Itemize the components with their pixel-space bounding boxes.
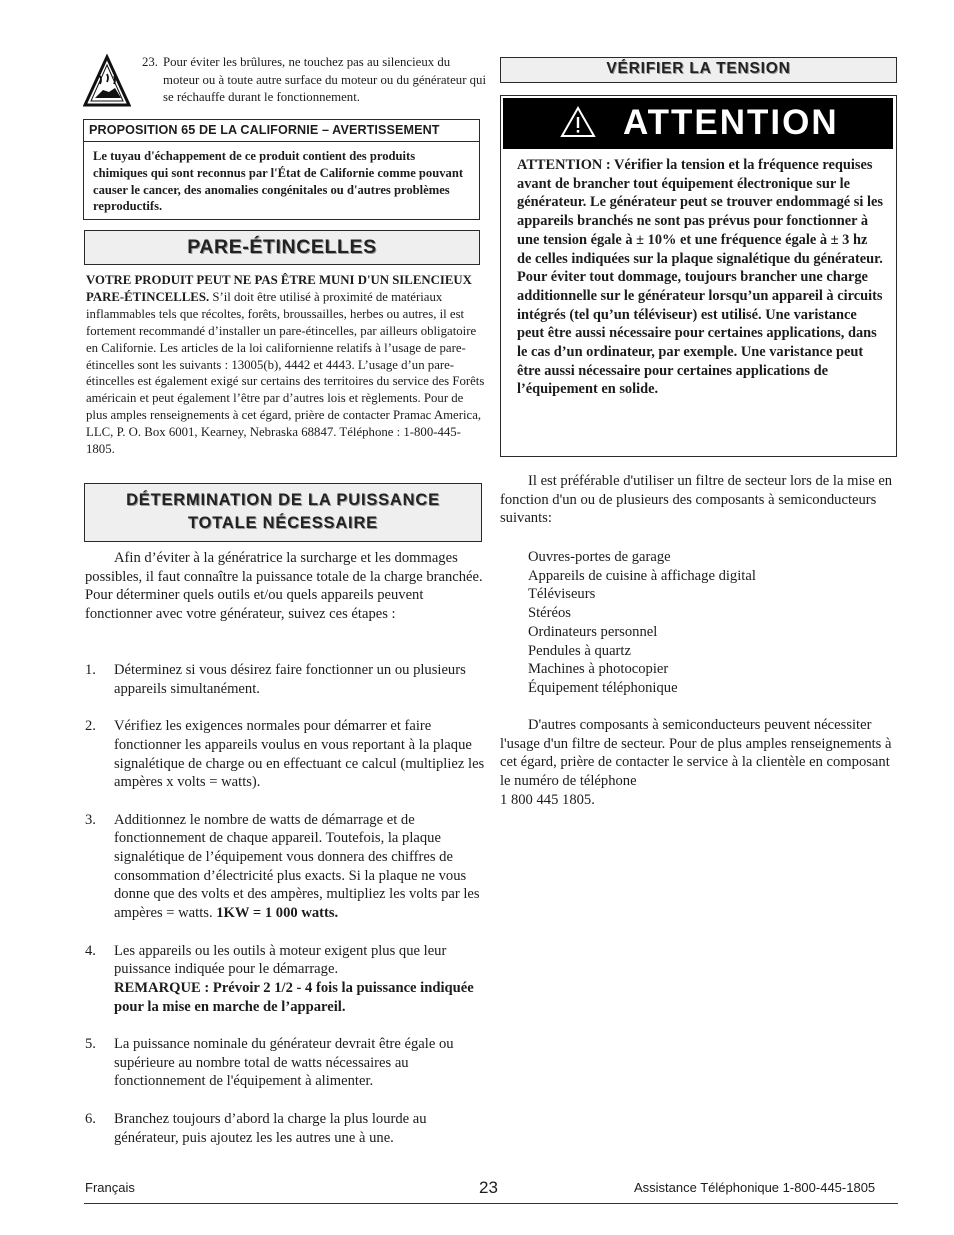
verifier-tension-heading: VÉRIFIER LA TENSION	[500, 57, 897, 83]
step-number: 6.	[85, 1110, 96, 1127]
list-item	[85, 1035, 485, 1091]
step-text: La puissance nominale du générateur devrait être égale ou supérieure au nombre total de watts nécessaires au fonctionnement de l'équipement à alimenter.	[114, 1036, 454, 1090]
attention-body: ATTENTION : Vérifier la tension et la fréquence requises avant de brancher tout équipement électronique sur le générateur. Le générateur peut se trouver endommagé si les appareils branchés ne sont pas prévus pour fonctionner à une tension égale à ± 10% et une fréquence égale à ± 3 hz de celles indiquées sur la plaque signalétique du générateur. Pour éviter tout dommage, toujours brancher une charge additionnelle sur le générateur lorsqu’un appareil à circuits intégrés (tel qu’un téléviseur) est utilisé. Une varistance peut être aussi nécessaire pour certaines applications, dans le cas d’un ordinateur, par exemple. Une varistance peut être aussi nécessaire pour certaines applications de l’équipement en solide.	[517, 157, 883, 398]
phone-number: 1 800 445 1805.	[500, 791, 595, 808]
puissance-heading	[84, 483, 482, 542]
step-note: REMARQUE : Prévoir 2 1/2 - 4 fois la puissance indiquée pour la mise en marche de l’appareil.	[114, 979, 474, 1015]
item-number: 23.	[142, 55, 158, 69]
other-components-text: D'autres composants à semiconducteurs peuvent nécessiter l'usage d'un filtre de secteur. Pour de plus amples renseignements à cet égard, prière de contacter le service à la clientèle en composant le numéro de téléphone	[500, 717, 892, 790]
footer-language: Français	[85, 1180, 135, 1195]
other-components-paragraph	[500, 716, 895, 810]
attention-title: ATTENTION	[623, 103, 839, 142]
list-item: Pendules à quartz	[528, 642, 631, 659]
puissance-heading-line2: TOTALE NÉCESSAIRE	[188, 514, 378, 532]
warning-triangle-icon	[560, 106, 596, 138]
step-number: 1.	[85, 662, 96, 678]
list-item: Appareils de cuisine à affichage digital	[528, 567, 756, 584]
list-item	[85, 1110, 485, 1147]
puissance-heading-line1: DÉTERMINATION DE LA PUISSANCE	[126, 491, 440, 509]
filter-paragraph: Il est préférable d'utiliser un filtre de secteur lors de la mise en fonction d'un ou de plusieurs des composants à semiconducteurs suivants:	[500, 473, 893, 527]
list-item: Téléviseurs	[528, 586, 596, 603]
prop65-warning-box	[83, 119, 480, 220]
step-number: 2.	[85, 718, 96, 735]
prop65-heading: PROPOSITION 65 DE LA CALIFORNIE – AVERTISSEMENT	[84, 120, 479, 142]
pare-body-text: S’il doit être utilisé à proximité de matériaux inflammables tels que récoltes, forêts, broussailles, herbes ou autres, il est fortement recommandé d’installer un pare-étincelles, par ailleurs obligatoire en Californie. Les articles de la loi californienne relatifs à l’usage de pare-étincelles sont les suivants : 13005(b), 4442 et 4443. L’usage d’un pare-étincelles est également exigé sur certains des territoires du service des Forêts américain et peut également l’être par d’autres lois et règlements. Pour de plus amples renseignements à cet égard, prière de contacter Pramac America, LLC, P. O. Box 6001, Kearney, Nebraska 68847. Téléphone : 1-800-445-1805.	[86, 289, 485, 457]
page-number: 23	[479, 1178, 498, 1197]
list-item	[85, 661, 485, 698]
item-text: Pour éviter les brûlures, ne touchez pas au silencieux du moteur ou à toute autre surface du moteur ou du générateur qui se réchauffe durant le fonctionnement.	[163, 55, 487, 104]
step-text: Les appareils ou les outils à moteur exigent plus que leur puissance indiquée pour le démarrage.	[114, 942, 447, 978]
pare-bold-lead: VOTRE PRODUIT PEUT NE PAS ÊTRE MUNI D'UN SILENCIEUX PARE-ÉTINCELLES.	[86, 273, 472, 304]
hot-surface-warning-icon	[83, 54, 131, 108]
prop65-body: Le tuyau d'échappement de ce produit contient des produits chimiques qui sont reconnus par l'État de Californie comme pouvant causer le cancer, des anomalies congénitales ou d'autres problèmes reproductifs.	[93, 149, 464, 214]
steps-list	[85, 661, 485, 1166]
list-item: Ouvres-portes de garage	[528, 549, 671, 565]
step-number: 4.	[85, 942, 96, 959]
attention-banner	[503, 98, 893, 149]
devices-list	[528, 548, 888, 698]
step-text: Branchez toujours d’abord la charge la plus lourde au générateur, puis ajoutez les les autres une à une.	[114, 1110, 427, 1146]
pare-etincelles-heading: PARE-ÉTINCELLES	[84, 230, 480, 265]
step-bold-text: 1KW = 1 000 watts.	[216, 905, 339, 922]
list-item	[85, 811, 485, 923]
attention-box	[500, 95, 897, 457]
list-item: Ordinateurs personnel	[528, 623, 658, 640]
intro-paragraph: Afin d’éviter à la génératrice la surcharge et les dommages possibles, il faut connaître la puissance totale de la charge branchée. Pour déterminer quels outils et/ou quels appareils peuvent fonctionner avec votre générateur, suivez ces étapes :	[85, 550, 483, 623]
safety-item-23	[142, 54, 487, 107]
step-text: Déterminez si vous désirez faire fonctionner un ou plusieurs appareils simultanément.	[114, 662, 466, 697]
step-text: Additionnez le nombre de watts de démarrage et de fonctionnement de chaque appareil. Toutefois, la plaque signalétique de l’équipement vous donnera des chiffres de consommation d’électricité plus exacts. Si la plaque ne vous donne que des volts et des ampères, multipliez les volts par les ampères = watts.	[114, 811, 480, 922]
list-item	[85, 717, 485, 792]
step-number: 5.	[85, 1036, 96, 1052]
footer-divider	[84, 1203, 898, 1204]
step-number: 3.	[85, 811, 96, 828]
list-item: Machines à photocopier	[528, 661, 669, 678]
list-item	[85, 942, 485, 1017]
footer-support-phone: Assistance Téléphonique 1-800-445-1805	[634, 1180, 876, 1195]
pare-etincelles-paragraph	[86, 272, 486, 458]
list-item: Stéréos	[528, 605, 571, 622]
step-text: Vérifiez les exigences normales pour démarrer et faire fonctionner les appareils voulus en vous reportant à la plaque signalétique de charge ou en effectuant ce calcul (multipliez les ampères x volts = watts).	[114, 718, 485, 791]
list-item: Équipement téléphonique	[528, 679, 678, 696]
